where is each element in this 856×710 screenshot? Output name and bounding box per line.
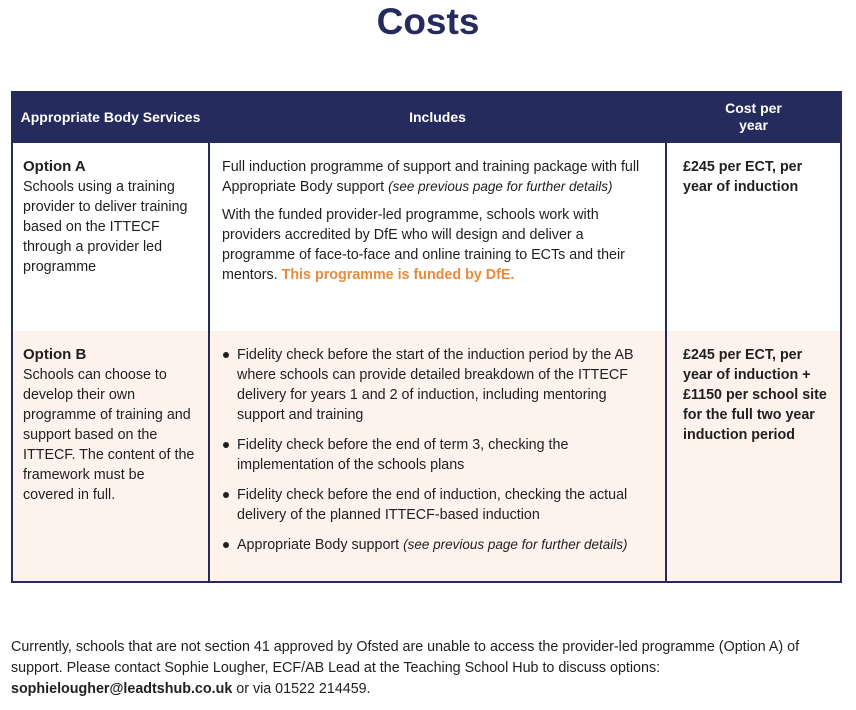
- table-row-option-b: [12, 331, 841, 582]
- option-a-includes-p1-note: (see previous page for further details): [388, 179, 613, 194]
- option-a-includes-paragraph-2: [222, 205, 653, 285]
- list-item: [222, 485, 653, 525]
- list-item: [222, 435, 653, 475]
- option-b-cost-cell: [666, 331, 841, 582]
- bullet-text: Fidelity check before the end of term 3, checking the implementation of the schools plans: [237, 437, 569, 473]
- bullet-note: (see previous page for further details): [403, 537, 628, 552]
- option-b-includes-list: [222, 345, 653, 555]
- header-cost-label: Cost per year: [725, 100, 782, 133]
- footer-note: [11, 637, 847, 700]
- option-b-description: Schools can choose to develop their own programme of training and support based on the ITTECF. The content of the framework must be covered in full.: [23, 367, 195, 503]
- list-item: [222, 535, 653, 555]
- option-b-cost: £245 per ECT, per year of induction + £1150 per school site for the full two year induction period: [683, 347, 827, 443]
- header-includes: Includes: [209, 92, 666, 142]
- option-a-includes-p1-text: Full induction programme of support and training package with full Appropriate Body support: [222, 159, 640, 195]
- funded-by-dfe-highlight: This programme is funded by DfE.: [281, 267, 515, 283]
- option-a-includes-p2-text: With the funded provider-led programme, schools work with providers accredited by DfE who will design and deliver a programme of face-to-face and online training to ECTs and their mentors.: [222, 207, 625, 283]
- option-a-cost-cell: [666, 142, 841, 331]
- option-a-cost: £245 per ECT, per year of induction: [683, 159, 803, 195]
- header-cost: [666, 92, 841, 142]
- option-a-includes-paragraph-1: [222, 157, 653, 197]
- option-a-service-cell: [12, 142, 209, 331]
- option-a-description: Schools using a training provider to deliver training based on the ITTECF through a provider led programme: [23, 179, 188, 275]
- costs-table: [11, 91, 842, 583]
- bullet-icon: [223, 442, 229, 448]
- bullet-icon: [223, 492, 229, 498]
- bullet-text: Fidelity check before the start of the induction period by the AB where schools can provide detailed breakdown of the ITTECF delivery for years 1 and 2 of induction, including mentoring support and training: [237, 347, 634, 423]
- table-row-option-a: [12, 142, 841, 331]
- option-a-title: Option A: [23, 158, 86, 175]
- option-b-service-cell: [12, 331, 209, 582]
- contact-email-link[interactable]: sophielougher@leadtshub.co.uk: [11, 681, 233, 697]
- page-title: Costs: [376, 1, 480, 42]
- bullet-text: Appropriate Body support: [237, 537, 404, 553]
- list-item: [222, 345, 653, 425]
- header-services: Appropriate Body Services: [12, 92, 209, 142]
- footer-text: Currently, schools that are not section 41 approved by Ofsted are unable to access the provider-led programme (Option A) of support. Please contact Sophie Lougher, ECF/AB Lead at the Teaching School Hub to discuss options:: [11, 639, 800, 676]
- bullet-icon: [223, 352, 229, 358]
- table-header-row: [12, 92, 841, 142]
- option-a-includes-cell: [209, 142, 666, 331]
- bullet-text: Fidelity check before the end of induction, checking the actual delivery of the planned ITTECF-based induction: [237, 487, 628, 523]
- option-b-title: Option B: [23, 346, 87, 363]
- footer-text-after: or via 01522 214459.: [232, 681, 371, 697]
- bullet-icon: [223, 542, 229, 548]
- option-b-includes-cell: [209, 331, 666, 582]
